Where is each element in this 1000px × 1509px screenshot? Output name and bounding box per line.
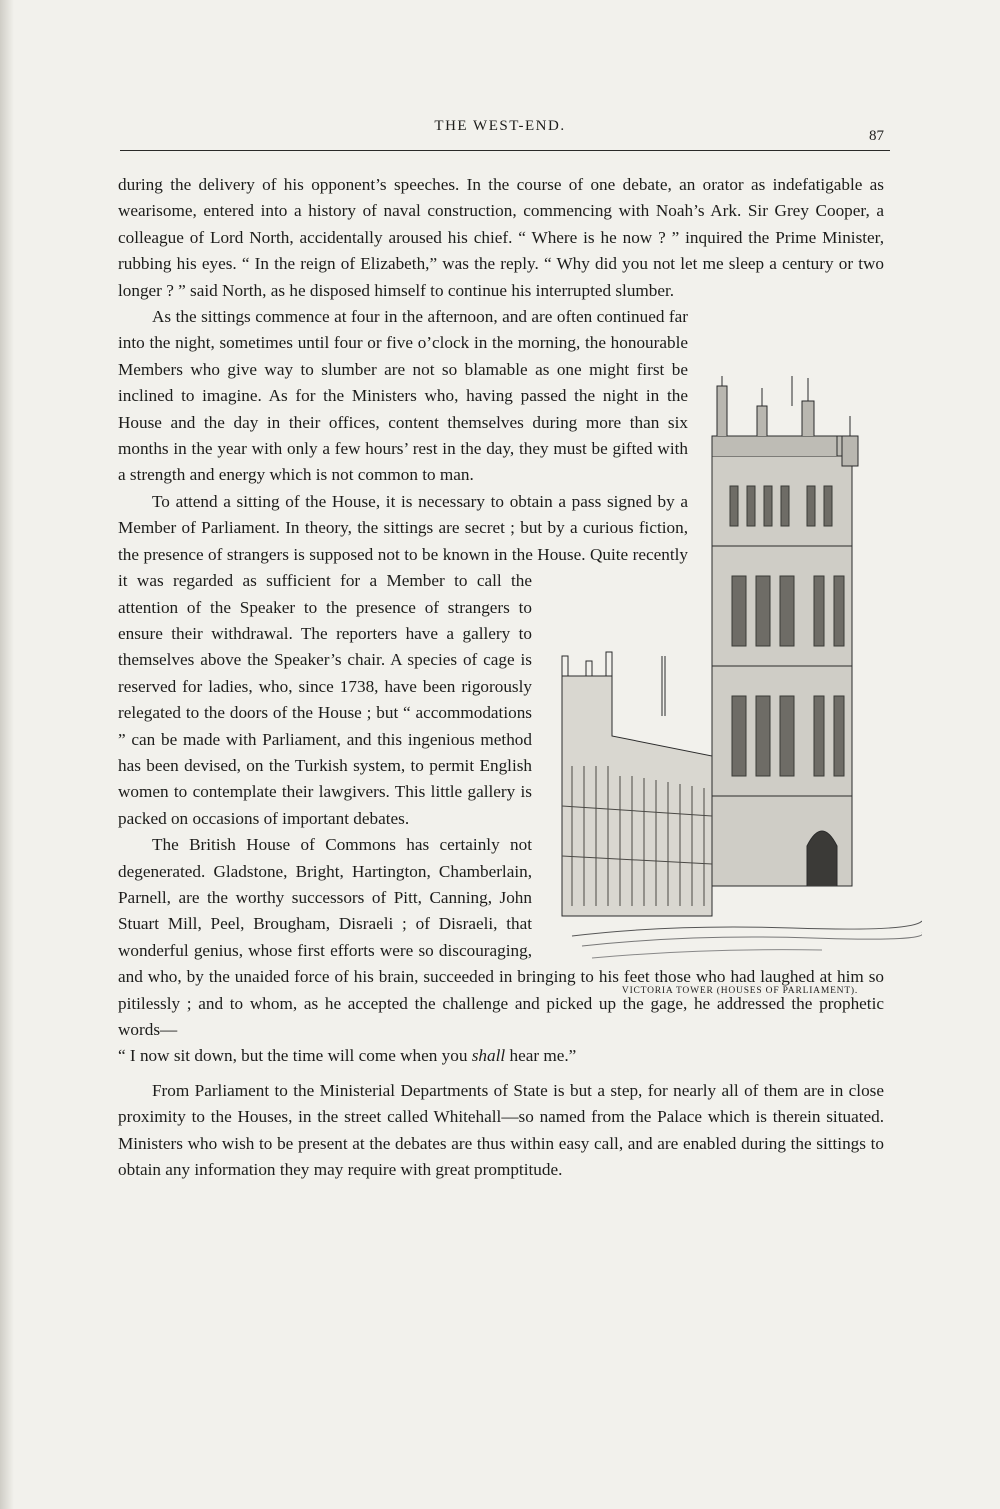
running-title: THE WEST-END. bbox=[434, 118, 566, 134]
paragraph-3: To attend a sitting of the House, it is necessary to obtain a pass signed by a Member of Parliament. In theory, the sittings are secret ; but by a curious fiction, the presence of strangers is supposed not to be known in the House. Quite recently it was regarded as sufficient for a Member to call the attention of the Speaker to the presence of strangers to ensure their withdrawal. The reporters have a gallery to themselves above the Speaker’s chair. A species of cage is reserved for ladies, who, since 1738, have been rigorously relegated to the doors of the House ; but “ accommodations ” can be made with Parliament, and this ingenious method has been devised, on the Turkish system, to permit English women to contemplate their lawgivers. This little gallery is packed on occasions of important debates. bbox=[118, 491, 688, 828]
running-head bbox=[120, 118, 884, 144]
page-number: 87 bbox=[869, 128, 884, 144]
paragraph-4-text: The British House of Commons has certainly not degenerated. Gladstone, Bright, Hartington, Chamberlain, Parnell, are the worthy successors of Pitt, Canning, John Stuart Mill, Peel, Brougham, Disraeli ; of Disraeli, that wonderful genius, whose first efforts were so discouraging, and who, by the unaided force of his brain, succeeded in bringing to his feet those who had laughed at him so pitilessly ; and to whom, as he accepted the challenge and picked up the gage, he addressed the prophetic words— bbox=[118, 835, 884, 1039]
disraeli-quote-end: hear me.” bbox=[505, 1046, 577, 1066]
disraeli-quote-start: “ I now sit down, but the time will come when you bbox=[118, 1046, 472, 1066]
paragraph-5: From Parliament to the Ministerial Departments of State is but a step, for nearly all of them are in close proximity to the Houses, in the street called Whitehall—so named from the Palace which is therein situated. Ministers who wish to be present at the debates are thus within easy call, and are enabled during the sittings to obtain any information they may require with great promptitude. bbox=[118, 1080, 884, 1180]
disraeli-quote-emphasis: shall bbox=[471, 1046, 506, 1066]
page-edge bbox=[0, 0, 14, 1509]
illustration-caption: VICTORIA TOWER (HOUSES OF PARLIAMENT). bbox=[621, 986, 859, 996]
paragraph-2: As the sittings commence at four in the afternoon, and are often continued far into the night, sometimes until four or five o’clock in the morning, the honourable Members who give way to slumber are not so blamable as one might first be inclined to imagine. As for the Ministers who, having passed the night in the House and the day in their offices, content themselves during more than six months in the year with only a few hours’ rest in the day, they must be gifted with a strength and energy which is not common to man. bbox=[118, 307, 688, 485]
victoria-tower-engraving bbox=[552, 376, 922, 976]
paragraph-1: during the delivery of his opponent’s speeches. In the course of one debate, an orator as indefatigable as wearisome, entered into a history of naval construction, commencing with Noah’s Ark. Sir Grey Cooper, a colleague of Lord North, accidentally aroused his chief. “ Where is he now ? ” inquired the Prime Minister, rubbing his eyes. “ In the reign of Elizabeth,” was the reply. “ Why did you not let me sleep a century or two longer ? ” said North, as he disposed himself to continue his interrupted slumber. bbox=[118, 175, 884, 300]
header-rule bbox=[120, 150, 890, 151]
